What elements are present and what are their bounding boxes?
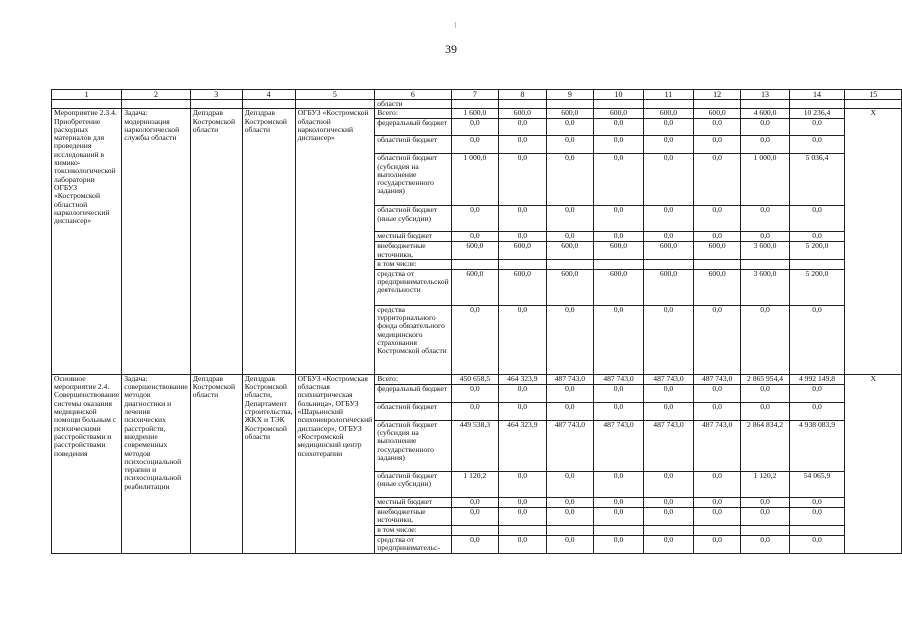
executor: Депздрав Костромской области	[242, 109, 295, 375]
amount-cell: 0,0	[643, 471, 693, 497]
amount-cell: 0,0	[594, 497, 644, 507]
amount-cell	[546, 259, 593, 269]
amount-cell: 0,0	[693, 154, 740, 206]
amount-cell: 0,0	[693, 384, 740, 402]
amount-cell: 0,0	[789, 402, 845, 420]
amount-cell: 0,0	[546, 154, 593, 206]
amount-cell: 0,0	[546, 232, 593, 242]
amount-cell: 0,0	[741, 384, 789, 402]
empty-cell	[499, 100, 546, 109]
empty-cell	[122, 100, 191, 109]
funding-source: областной бюджет (иные субсидии)	[375, 471, 451, 497]
empty-cell	[789, 100, 845, 109]
empty-cell	[190, 100, 242, 109]
amount-cell: 4 992 149,8	[789, 374, 845, 384]
amount-cell: 487 743,0	[546, 374, 593, 384]
amount-cell: 0,0	[546, 206, 593, 232]
amount-cell: 487 743,0	[693, 420, 740, 471]
empty-cell	[242, 100, 295, 109]
amount-cell: 1 600,0	[451, 109, 498, 119]
funding-source: местный бюджет	[375, 232, 451, 242]
amount-cell: 600,0	[643, 269, 693, 305]
amount-cell: 450 658,5	[451, 374, 498, 384]
amount-cell: 600,0	[451, 269, 498, 305]
amount-cell	[643, 259, 693, 269]
amount-cell: 600,0	[643, 242, 693, 260]
amount-cell: 600,0	[546, 242, 593, 260]
table-row	[52, 109, 902, 119]
amount-cell: 600,0	[693, 242, 740, 260]
amount-cell	[789, 259, 845, 269]
amount-cell: 0,0	[594, 402, 644, 420]
empty-cell	[52, 100, 122, 109]
amount-cell: 0,0	[741, 119, 789, 136]
funding-source: средства от предпринимательской деятельности	[375, 269, 451, 305]
amount-cell: 0,0	[594, 535, 644, 553]
amount-cell: 600,0	[451, 242, 498, 260]
funding-source: в том числе:	[375, 525, 451, 535]
amount-cell: 0,0	[789, 507, 845, 525]
amount-cell: 0,0	[451, 497, 498, 507]
amount-cell: 600,0	[594, 269, 644, 305]
column-header: 2	[122, 90, 191, 100]
amount-cell: 0,0	[499, 384, 546, 402]
amount-cell: 0,0	[546, 119, 593, 136]
amount-cell: 0,0	[789, 232, 845, 242]
amount-cell: 0,0	[643, 119, 693, 136]
amount-cell: 5 200,0	[789, 269, 845, 305]
funding-source: областной бюджет (субсидия на выполнение государственного задания)	[375, 420, 451, 471]
amount-cell: 0,0	[643, 507, 693, 525]
amount-cell: 0,0	[594, 384, 644, 402]
amount-cell: 0,0	[499, 535, 546, 553]
amount-cell: 0,0	[546, 507, 593, 525]
empty-cell	[295, 100, 375, 109]
amount-cell: 0,0	[741, 402, 789, 420]
amount-cell: 0,0	[693, 232, 740, 242]
amount-cell: 0,0	[789, 206, 845, 232]
amount-cell: 0,0	[643, 206, 693, 232]
amount-cell: 3 600,0	[741, 242, 789, 260]
amount-cell: 0,0	[789, 384, 845, 402]
amount-cell	[451, 525, 498, 535]
amount-cell: 0,0	[499, 471, 546, 497]
amount-cell: 487 743,0	[643, 374, 693, 384]
amount-cell: 1 120,2	[451, 471, 498, 497]
amount-cell: 0,0	[643, 384, 693, 402]
amount-cell: 5 036,4	[789, 154, 845, 206]
amount-cell: 600,0	[693, 269, 740, 305]
amount-cell: 2 865 954,4	[741, 374, 789, 384]
funding-source: средства территориального фонда обязательного медицинского страхования Костромской области	[375, 305, 451, 374]
amount-cell: 0,0	[546, 535, 593, 553]
amount-cell: 0,0	[546, 471, 593, 497]
amount-cell: 0,0	[499, 206, 546, 232]
funding-source: областной бюджет	[375, 402, 451, 420]
amount-cell: 1 120,2	[741, 471, 789, 497]
amount-cell: 464 323,9	[499, 374, 546, 384]
column-header: 9	[546, 90, 593, 100]
program-table	[51, 89, 902, 554]
col15-mark: Х	[845, 374, 902, 553]
empty-cell	[741, 100, 789, 109]
column-header: 15	[845, 90, 902, 100]
amount-cell	[693, 259, 740, 269]
amount-cell	[741, 259, 789, 269]
amount-cell: 0,0	[546, 136, 593, 154]
funding-source: областной бюджет (субсидия на выполнение государственного задания)	[375, 154, 451, 206]
amount-cell	[741, 525, 789, 535]
amount-cell: 0,0	[693, 471, 740, 497]
amount-cell: 0,0	[499, 402, 546, 420]
amount-cell: 0,0	[499, 232, 546, 242]
amount-cell: 0,0	[693, 402, 740, 420]
event-name: Основное мероприятие 2.4. Совершенствование системы оказания медицинской помощи больным с психическими расстройствами и расстройствами поведения	[52, 374, 122, 553]
amount-cell: 0,0	[451, 507, 498, 525]
amount-cell: 0,0	[499, 497, 546, 507]
participant: ОГБУЗ «Костромская областная психиатрическая больница», ОГБУЗ «Шарьинский психоневрологический диспансер», ОГБУЗ «Костромской медицинский центр психотерапии	[295, 374, 375, 553]
column-header: 8	[499, 90, 546, 100]
amount-cell: 0,0	[741, 535, 789, 553]
amount-cell: 0,0	[693, 136, 740, 154]
amount-cell: 0,0	[741, 206, 789, 232]
amount-cell: 0,0	[643, 402, 693, 420]
amount-cell: 0,0	[451, 206, 498, 232]
amount-cell: 0,0	[451, 384, 498, 402]
amount-cell: 0,0	[451, 305, 498, 374]
column-header: 5	[295, 90, 375, 100]
amount-cell: 0,0	[789, 305, 845, 374]
column-header: 1	[52, 90, 122, 100]
funding-source: средства от предпринимательс-	[375, 535, 451, 553]
column-header: 14	[789, 90, 845, 100]
column-header: 3	[190, 90, 242, 100]
column-header: 4	[242, 90, 295, 100]
executor: Депздрав Костромской области, Департамент строительства, ЖКХ и ТЭК Костромской области	[242, 374, 295, 553]
amount-cell: 0,0	[451, 232, 498, 242]
amount-cell	[594, 259, 644, 269]
amount-cell: 0,0	[594, 232, 644, 242]
amount-cell	[451, 259, 498, 269]
amount-cell: 487 743,0	[693, 374, 740, 384]
amount-cell: 0,0	[789, 535, 845, 553]
funding-source: Всего:	[375, 374, 451, 384]
amount-cell: 0,0	[451, 136, 498, 154]
amount-cell: 0,0	[594, 305, 644, 374]
task: Задача: совершенствование методов диагностики и лечения психических расстройств, внедрение современных методов психосоциальной терапии и психосоциальной реабилитации	[122, 374, 191, 553]
amount-cell: 600,0	[499, 109, 546, 119]
amount-cell: 0,0	[693, 507, 740, 525]
amount-cell: 0,0	[594, 136, 644, 154]
amount-cell: 0,0	[643, 305, 693, 374]
amount-cell	[546, 525, 593, 535]
amount-cell: 0,0	[789, 119, 845, 136]
source-label: области	[375, 100, 451, 109]
amount-cell: 600,0	[594, 242, 644, 260]
amount-cell: 0,0	[741, 305, 789, 374]
amount-cell: 0,0	[594, 507, 644, 525]
event-name: Мероприятие 2.3.4. Приобретение расходных материалов для проведения исследований в химико-токсикологической лаборатории ОГБУЗ «Костромской областной наркологический диспансер»	[52, 109, 122, 375]
amount-cell: 0,0	[546, 305, 593, 374]
table-row	[52, 374, 902, 384]
amount-cell: 0,0	[499, 507, 546, 525]
empty-cell	[451, 100, 498, 109]
amount-cell: 0,0	[451, 402, 498, 420]
amount-cell: 0,0	[546, 384, 593, 402]
amount-cell: 0,0	[643, 136, 693, 154]
amount-cell: 5 200,0	[789, 242, 845, 260]
amount-cell: 0,0	[499, 154, 546, 206]
amount-cell: 10 236,4	[789, 109, 845, 119]
amount-cell: 464 323,9	[499, 420, 546, 471]
amount-cell: 0,0	[693, 206, 740, 232]
customer: Депздрав Костромской области	[190, 374, 242, 553]
amount-cell: 487 743,0	[594, 420, 644, 471]
amount-cell: 0,0	[594, 471, 644, 497]
amount-cell: 0,0	[789, 136, 845, 154]
amount-cell: 4 600,0	[741, 109, 789, 119]
column-number-row	[52, 90, 902, 100]
col15-mark: Х	[845, 109, 902, 375]
amount-cell: 0,0	[594, 154, 644, 206]
amount-cell: 0,0	[741, 507, 789, 525]
column-header: 7	[451, 90, 498, 100]
amount-cell: 0,0	[643, 232, 693, 242]
amount-cell: 0,0	[451, 535, 498, 553]
empty-cell	[594, 100, 644, 109]
amount-cell: 600,0	[693, 109, 740, 119]
amount-cell: 0,0	[499, 305, 546, 374]
amount-cell	[789, 525, 845, 535]
amount-cell	[499, 259, 546, 269]
funding-source: внебюджетные источники,	[375, 507, 451, 525]
customer: Депздрав Костромской области	[190, 109, 242, 375]
funding-source: областной бюджет	[375, 136, 451, 154]
empty-cell	[693, 100, 740, 109]
amount-cell: 600,0	[499, 242, 546, 260]
amount-cell: 0,0	[693, 535, 740, 553]
amount-cell: 487 743,0	[546, 420, 593, 471]
column-header: 11	[643, 90, 693, 100]
amount-cell: 4 938 083,9	[789, 420, 845, 471]
amount-cell: 0,0	[643, 497, 693, 507]
amount-cell: 2 864 834,2	[741, 420, 789, 471]
amount-cell: 3 600,0	[741, 269, 789, 305]
amount-cell: 0,0	[499, 136, 546, 154]
amount-cell	[643, 525, 693, 535]
funding-source: в том числе:	[375, 259, 451, 269]
task: Задача: модернизация наркологической службы области	[122, 109, 191, 375]
amount-cell: 0,0	[643, 154, 693, 206]
amount-cell	[594, 525, 644, 535]
amount-cell: 600,0	[546, 109, 593, 119]
amount-cell: 0,0	[741, 232, 789, 242]
amount-cell: 600,0	[499, 269, 546, 305]
amount-cell: 0,0	[789, 497, 845, 507]
amount-cell: 0,0	[594, 119, 644, 136]
column-header: 13	[741, 90, 789, 100]
amount-cell: 0,0	[643, 535, 693, 553]
column-header: 12	[693, 90, 740, 100]
amount-cell: 54 065,9	[789, 471, 845, 497]
funding-source: Всего:	[375, 109, 451, 119]
funding-source: федеральный бюджет	[375, 384, 451, 402]
amount-cell: 600,0	[546, 269, 593, 305]
funding-source: внебюджетные источники,	[375, 242, 451, 260]
amount-cell: 0,0	[741, 497, 789, 507]
amount-cell	[499, 525, 546, 535]
participant: ОГБУЗ «Костромской областной наркологический диспансер»	[295, 109, 375, 375]
page-number: 39	[445, 42, 457, 56]
column-header: 6	[375, 90, 451, 100]
column-header: 10	[594, 90, 644, 100]
amount-cell: 0,0	[546, 497, 593, 507]
funding-source: федеральный бюджет	[375, 119, 451, 136]
amount-cell: 487 743,0	[594, 374, 644, 384]
amount-cell: 0,0	[594, 206, 644, 232]
amount-cell: 0,0	[693, 119, 740, 136]
amount-cell: 1 000,0	[451, 154, 498, 206]
funding-source: местный бюджет	[375, 497, 451, 507]
amount-cell: 600,0	[594, 109, 644, 119]
amount-cell: 0,0	[693, 497, 740, 507]
amount-cell: 1 000,0	[741, 154, 789, 206]
amount-cell: 449 538,3	[451, 420, 498, 471]
amount-cell: 0,0	[741, 136, 789, 154]
amount-cell: 0,0	[451, 119, 498, 136]
amount-cell: 0,0	[499, 119, 546, 136]
amount-cell	[693, 525, 740, 535]
scan-mark	[455, 22, 456, 28]
amount-cell: 487 743,0	[643, 420, 693, 471]
continuation-row	[52, 100, 902, 109]
empty-cell	[643, 100, 693, 109]
amount-cell: 0,0	[693, 305, 740, 374]
empty-cell	[546, 100, 593, 109]
empty-cell	[845, 100, 902, 109]
amount-cell: 600,0	[643, 109, 693, 119]
funding-source: областной бюджет (иные субсидии)	[375, 206, 451, 232]
amount-cell: 0,0	[546, 402, 593, 420]
